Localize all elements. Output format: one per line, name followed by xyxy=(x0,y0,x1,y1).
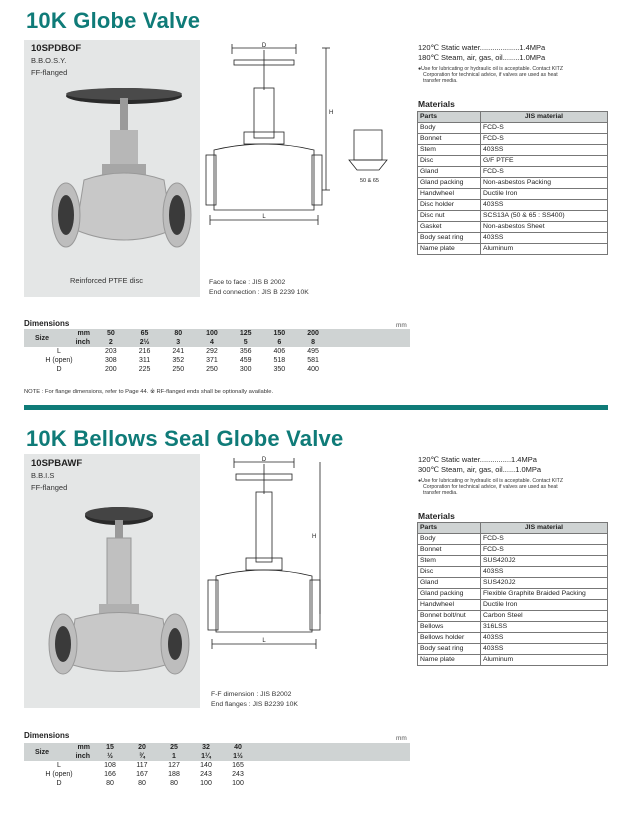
bellows-rating-water: 120℃ Static water...............1.4MPa xyxy=(418,455,537,464)
table-row: Bonnet FCD-S xyxy=(418,545,608,556)
globe-d-label: D xyxy=(261,43,267,49)
materials-jis-header: JIS material xyxy=(481,112,608,123)
table-row: Body FCD-S xyxy=(418,534,608,545)
bellows-materials-table xyxy=(417,522,608,666)
table-row: D 80 80 80 100 100 xyxy=(56,780,244,787)
bellows-valve-photo xyxy=(39,494,194,694)
bellows-note-3: transfer media. xyxy=(423,490,458,496)
table-row: Body FCD-S xyxy=(418,123,608,134)
globe-note-2: Corporation for technical advice, if valves are used as heat xyxy=(423,72,558,78)
table-row: Bonnet FCD-S xyxy=(418,134,608,145)
globe-rating-water: 120℃ Static water...................1.4MPa xyxy=(418,43,546,52)
bellows-l-label: L xyxy=(262,638,266,644)
section-divider xyxy=(24,405,608,410)
table-row: Stem 403SS xyxy=(418,145,608,156)
bellows-ff-dimension: F-F dimension : JIS B2002 xyxy=(211,691,292,698)
bellows-model-code: 10SPBAWF xyxy=(31,458,83,469)
globe-materials-table xyxy=(417,111,608,255)
globe-dimensions-title: Dimensions xyxy=(24,319,70,328)
table-row: Handwheel Ductile Iron xyxy=(418,189,608,200)
table-row: Gasket Non-asbestos Sheet xyxy=(418,222,608,233)
globe-note-1: ●Use for lubricating or hydraulic oil is acceptable. Contact KITZ xyxy=(418,66,563,72)
bellows-dimensions-title: Dimensions xyxy=(24,731,70,740)
size-label: Size xyxy=(24,743,60,761)
globe-materials-title: Materials xyxy=(418,99,455,109)
table-row: L 108 117 127 140 165 xyxy=(57,762,244,769)
bellows-h-label: H xyxy=(312,534,317,540)
table-row: Name plate Aluminum xyxy=(418,655,608,666)
globe-photo-panel xyxy=(24,40,200,297)
globe-valve-photo xyxy=(44,80,194,270)
table-row: Name plate Aluminum xyxy=(418,244,608,255)
table-row: Body seat ring 403SS xyxy=(418,644,608,655)
table-row: Bonnet bolt/nut Carbon Steel xyxy=(418,611,608,622)
globe-model-code: 10SPDBOF xyxy=(31,43,82,54)
globe-end-connection: End connection : JIS B 2239 10K xyxy=(209,289,309,296)
table-row: H (open) 308 311 352 371 459 518 581 xyxy=(45,357,319,364)
materials-parts-header: Parts xyxy=(418,523,481,534)
dim-inch-row: inch ½ ¾ 1 1¼ 1½ xyxy=(24,752,410,761)
globe-end-type: FF-flanged xyxy=(31,68,68,77)
table-row: Gland SUS420J2 xyxy=(418,578,608,589)
table-row: Bellows holder 403SS xyxy=(418,633,608,644)
bellows-drawing xyxy=(204,454,324,654)
table-row: Disc 403SS xyxy=(418,567,608,578)
dim-mm-row: Size mm 15 20 25 32 40 xyxy=(24,743,410,752)
dim-mm-row: Size mm 50 65 80 100 125 150 200 xyxy=(24,329,410,338)
table-header-row xyxy=(418,523,608,534)
globe-photo-caption: Reinforced PTFE disc xyxy=(70,276,143,285)
globe-note-3: transfer media. xyxy=(423,78,458,84)
table-row: Handwheel Ductile Iron xyxy=(418,600,608,611)
bellows-rating-steam: 300℃ Steam, air, gas, oil......1.0MPa xyxy=(418,465,542,474)
bellows-materials-title: Materials xyxy=(418,511,455,521)
materials-jis-header: JIS material xyxy=(481,523,608,534)
globe-h-label: H xyxy=(329,110,334,116)
bellows-d-label: D xyxy=(261,457,267,463)
globe-title: 10K Globe Valve xyxy=(26,8,201,33)
dim-inch-row: inch 2 2½ 3 4 5 6 8 xyxy=(24,338,410,347)
table-row: Gland packing Non-asbestos Packing xyxy=(418,178,608,189)
table-row: L 203 216 241 292 356 406 495 xyxy=(57,348,319,355)
globe-face-to-face: Face to face : JIS B 2002 xyxy=(209,279,286,286)
globe-dimensions-table xyxy=(24,329,410,374)
bellows-note-2: Corporation for technical advice, if valves are used as heat xyxy=(423,484,558,490)
globe-dimensions-unit: mm xyxy=(396,322,407,329)
table-row: D 200 225 250 250 300 350 400 xyxy=(56,366,319,373)
bellows-bonnet-type: B.B.I.S xyxy=(31,471,55,480)
bellows-dimensions-table xyxy=(24,743,410,788)
bellows-title: 10K Bellows Seal Globe Valve xyxy=(26,426,344,451)
table-row: Gland packing Flexible Graphite Braided Packing xyxy=(418,589,608,600)
table-row: Disc G/F PTFE xyxy=(418,156,608,167)
globe-drawing xyxy=(204,40,414,230)
table-row: Stem SUS420J2 xyxy=(418,556,608,567)
bellows-photo-panel xyxy=(24,454,200,708)
bellows-note-1: ●Use for lubricating or hydraulic oil is acceptable. Contact KITZ xyxy=(418,478,563,484)
table-row: Bellows 316LSS xyxy=(418,622,608,633)
bellows-end-flanges: End flanges : JIS B2239 10K xyxy=(211,701,298,708)
globe-bonnet-type: B.B.O.S.Y. xyxy=(31,56,67,65)
table-row: Gland FCD-S xyxy=(418,167,608,178)
materials-parts-header: Parts xyxy=(418,112,481,123)
globe-rating-steam: 180℃ Steam, air, gas, oil........1.0MPa xyxy=(418,53,546,62)
size-label: Size xyxy=(24,329,60,347)
globe-detail-label: 50 & 65 xyxy=(360,178,379,184)
table-header-row xyxy=(418,112,608,123)
table-row: Disc holder 403SS xyxy=(418,200,608,211)
globe-dim-note: NOTE : For flange dimensions, refer to Page 44. ※ RF-flanged ends shall be optionally available. xyxy=(24,389,274,395)
bellows-end-type: FF-flanged xyxy=(31,483,68,492)
table-row: H (open) 166 167 188 243 243 xyxy=(45,771,244,778)
bellows-dimensions-unit: mm xyxy=(396,735,407,742)
globe-l-label: L xyxy=(262,214,266,220)
table-row: Body seat ring 403SS xyxy=(418,233,608,244)
table-row: Disc nut SCS13A (50 & 65 : SS400) xyxy=(418,211,608,222)
